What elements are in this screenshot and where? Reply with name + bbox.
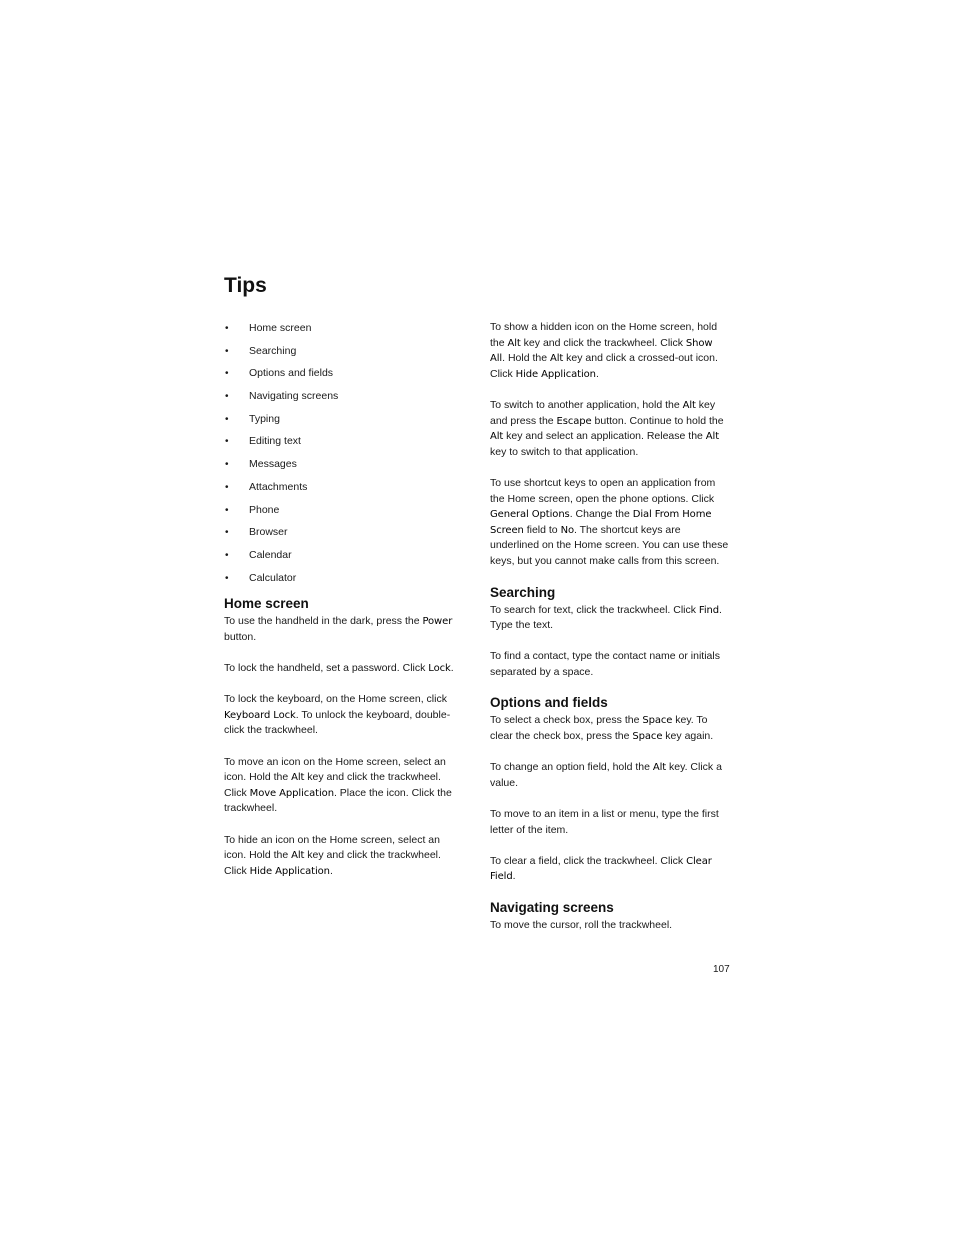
key-label: Alt bbox=[682, 399, 696, 411]
list-item: • Phone bbox=[224, 502, 464, 525]
key-label: Alt bbox=[705, 431, 720, 443]
paragraph: To use shortcut keys to open an application from the Home screen, open the phone options. Click General Options. Change the Dial From Home Screen field to No. The shortcut keys are underlined on the Home screen. You can use these keys, but you cannot make calls from this screen. bbox=[490, 476, 729, 567]
paragraph: To select a check box, press the Space key. To clear the check box, press the Space key again. bbox=[490, 714, 714, 743]
list-item: • Calendar bbox=[224, 547, 464, 570]
list-item: • Searching bbox=[224, 343, 464, 366]
topic-list bbox=[224, 320, 464, 592]
key-label: Alt bbox=[549, 353, 564, 365]
list-item: • Navigating screens bbox=[224, 388, 464, 411]
key-label: Escape bbox=[556, 415, 592, 427]
paragraph: To move an icon on the Home screen, select an icon. Hold the Alt key and click the trackwheel. Click Move Application. Place the icon. Click the trackwheel. bbox=[224, 755, 452, 815]
key-label: Alt bbox=[291, 850, 305, 862]
field-label: Dial From Home Screen bbox=[490, 509, 712, 536]
key-label: Alt bbox=[507, 337, 521, 349]
menu-label: Hide Application bbox=[249, 865, 330, 877]
key-label: Space bbox=[642, 715, 673, 727]
paragraph: To lock the keyboard, on the Home screen, click Keyboard Lock. To unlock the keyboard, double-click the trackwheel. bbox=[224, 693, 451, 737]
key-label: Alt bbox=[291, 772, 305, 784]
left-column bbox=[224, 320, 464, 879]
bullet-icon: • bbox=[225, 527, 229, 539]
menu-label: General Options bbox=[490, 509, 570, 521]
key-label: Alt bbox=[490, 431, 504, 443]
list-item: • Browser bbox=[224, 524, 464, 547]
page-number: 107 bbox=[713, 964, 730, 975]
paragraph: To switch to another application, hold the Alt key and press the Escape button. Continue to hold the Alt key and select an application. Release the Alt key to switch to that application. bbox=[490, 398, 724, 458]
bullet-icon: • bbox=[225, 345, 229, 357]
list-item: • Options and fields bbox=[224, 365, 464, 388]
section-heading-home-screen: Home screen bbox=[224, 596, 309, 612]
list-item: • Attachments bbox=[224, 479, 464, 502]
menu-label: Find bbox=[698, 604, 719, 616]
list-item: • Calculator bbox=[224, 570, 464, 593]
paragraph: To use the handheld in the dark, press the Power button. bbox=[224, 615, 453, 643]
bullet-icon: • bbox=[225, 323, 229, 334]
paragraph: To show a hidden icon on the Home screen, hold the Alt key and click the trackwheel. Click Show All. Hold the Alt key and click a crossed-out icon. Click Hide Application. bbox=[490, 321, 718, 380]
key-label: Power bbox=[422, 616, 453, 628]
menu-label: Move Application bbox=[249, 787, 334, 799]
section-heading-navigating: Navigating screens bbox=[490, 900, 614, 915]
bullet-icon: • bbox=[225, 504, 229, 516]
right-column bbox=[490, 320, 730, 934]
key-label: Space bbox=[632, 731, 663, 743]
paragraph: To lock the handheld, set a password. Click Lock. bbox=[224, 662, 454, 675]
list-item: • Messages bbox=[224, 456, 464, 479]
list-item: • Home screen bbox=[224, 320, 464, 343]
key-label: Alt bbox=[652, 762, 667, 774]
list-item: • Editing text bbox=[224, 433, 464, 456]
menu-label: Clear Field bbox=[490, 855, 712, 883]
list-item: • Typing bbox=[224, 411, 464, 434]
page-title: Tips bbox=[224, 274, 267, 297]
paragraph: To move the cursor, roll the trackwheel. bbox=[490, 919, 673, 931]
menu-label: Show All bbox=[490, 337, 713, 365]
paragraph: To search for text, click the trackwheel. Click Find. Type the text. bbox=[490, 603, 722, 632]
bullet-icon: • bbox=[225, 391, 229, 403]
paragraph: To hide an icon on the Home screen, select an icon. Hold the Alt key and click the trackwheel. Click Hide Application. bbox=[224, 833, 441, 877]
bullet-icon: • bbox=[225, 436, 229, 448]
paragraph: To move to an item in a list or menu, type the first letter of the item. bbox=[490, 808, 719, 836]
paragraph: To find a contact, type the contact name or initials separated by a space. bbox=[490, 650, 720, 678]
bullet-icon: • bbox=[225, 481, 229, 493]
menu-label: Keyboard Lock bbox=[224, 709, 296, 721]
paragraph: To change an option field, hold the Alt key. Click a value. bbox=[490, 761, 722, 789]
bullet-icon: • bbox=[225, 459, 229, 471]
menu-label: Lock bbox=[428, 663, 451, 675]
bullet-icon: • bbox=[225, 572, 229, 584]
bullet-icon: • bbox=[225, 368, 229, 380]
bullet-icon: • bbox=[225, 549, 229, 561]
bullet-icon: • bbox=[225, 413, 229, 425]
paragraph: To clear a field, click the trackwheel. Click Clear Field. bbox=[490, 854, 712, 883]
menu-label: Hide Application bbox=[515, 368, 596, 380]
section-heading-searching: Searching bbox=[490, 584, 556, 600]
section-heading-options-fields: Options and fields bbox=[490, 695, 608, 711]
value-label: No bbox=[560, 524, 574, 536]
